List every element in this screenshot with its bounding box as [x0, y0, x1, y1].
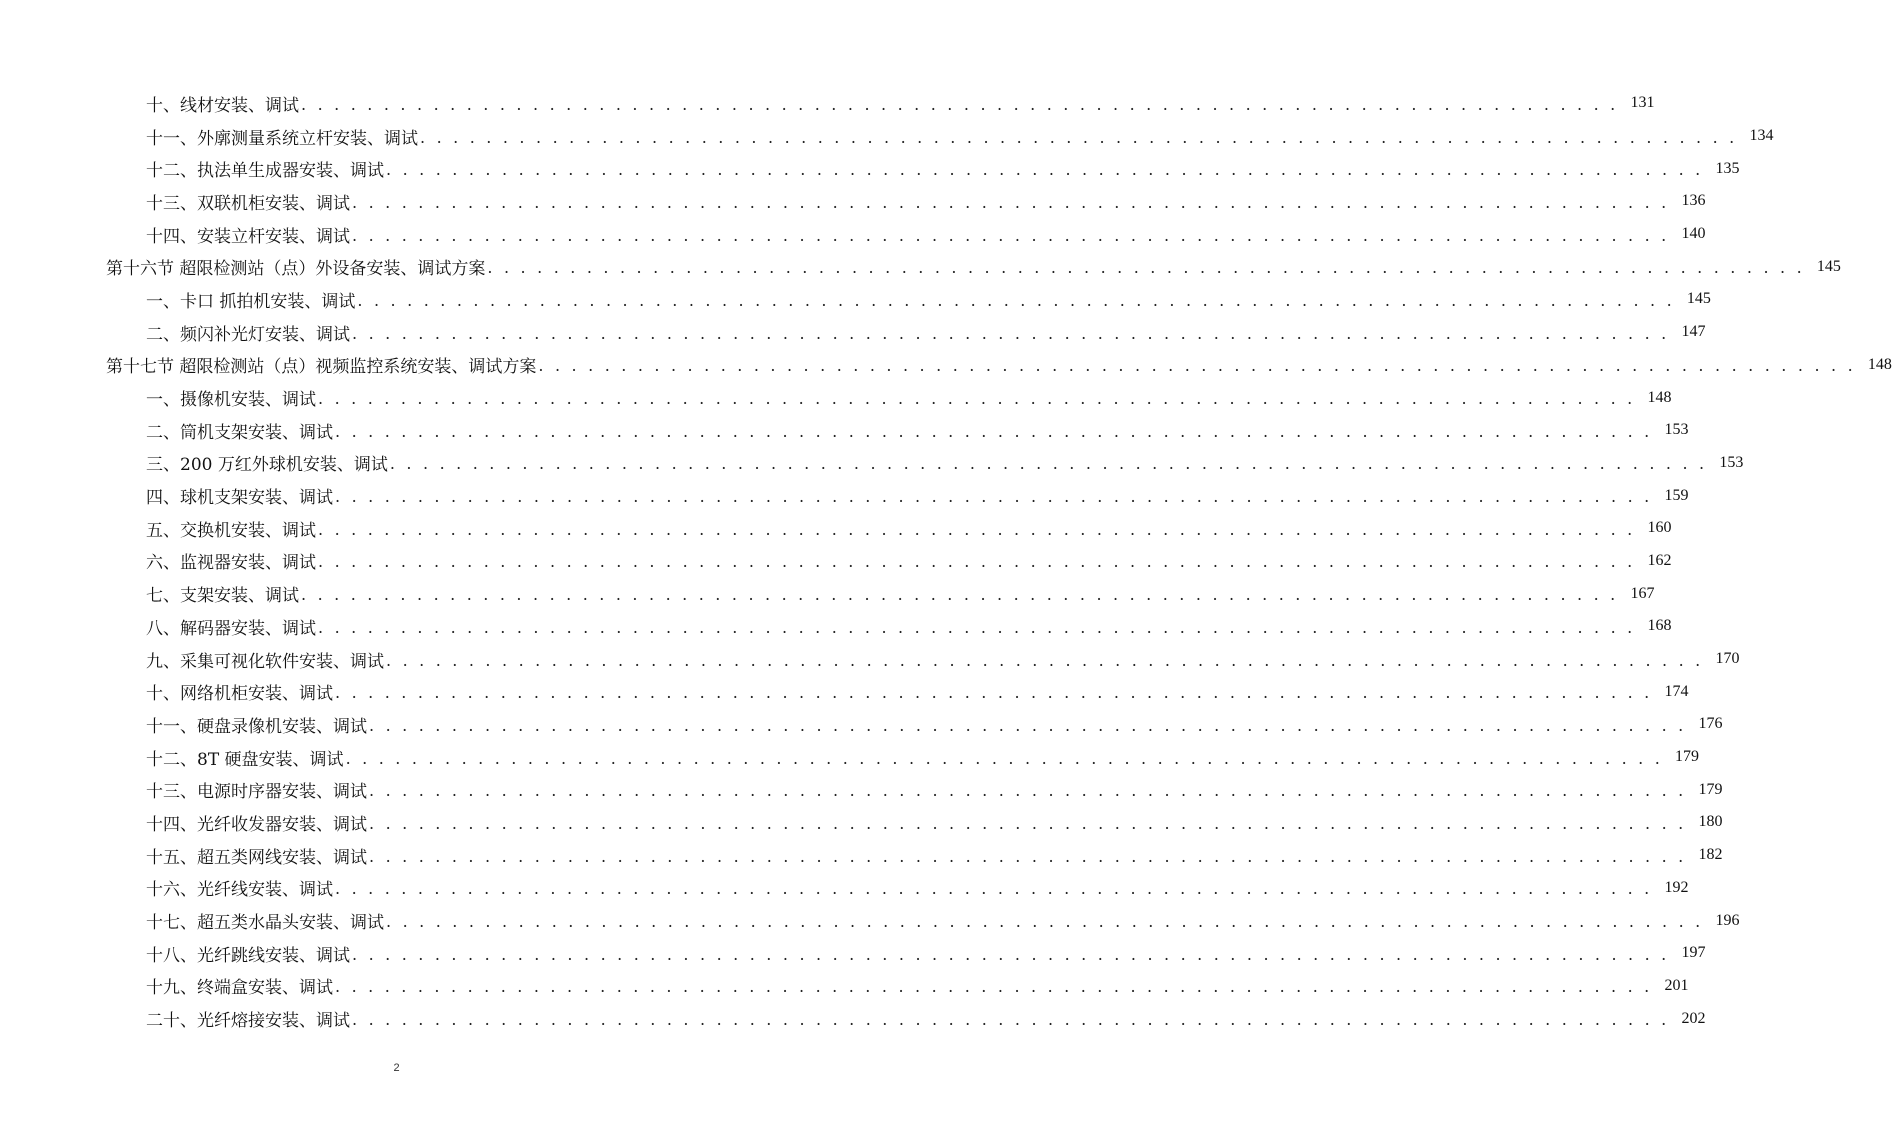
- toc-entry-title: 十、网络机柜安装、调试: [146, 684, 333, 705]
- toc-section-row[interactable]: [0, 349, 1892, 382]
- toc-item-row[interactable]: [0, 970, 1689, 1003]
- dot-leader: . . . . . . . . . . . . . . . . . . . . . . . . . . . . . . . . . . . . . . . . . . . . . . . . . . . . . . . . . . . . . . . . . . . . . . . . . . . . . . . .: [335, 421, 1653, 441]
- dot-leader: . . . . . . . . . . . . . . . . . . . . . . . . . . . . . . . . . . . . . . . . . . . . . . . . . . . . . . . . . . . . . . . . . . . . . . . . . . . . . . . .: [352, 1010, 1670, 1030]
- toc-entry-title: 九、采集可视化软件安装、调试: [146, 651, 384, 672]
- toc-item-row[interactable]: [0, 545, 1672, 578]
- toc-item-row[interactable]: [0, 806, 1723, 839]
- toc-entry-page-number: 197: [1681, 944, 1706, 962]
- toc-item-row[interactable]: [0, 937, 1706, 970]
- toc-entry-title: 十八、光纤跳线安装、调试: [146, 945, 350, 966]
- dot-leader: . . . . . . . . . . . . . . . . . . . . . . . . . . . . . . . . . . . . . . . . . . . . . . . . . . . . . . . . . . . . . . . . . . . . . . . . . . . . . . . .: [345, 748, 1664, 768]
- toc-entry-page-number: 135: [1715, 159, 1740, 177]
- dot-leader: . . . . . . . . . . . . . . . . . . . . . . . . . . . . . . . . . . . . . . . . . . . . . . . . . . . . . . . . . . . . . . . . . . . . . . . . . . . . . . . .: [386, 650, 1704, 670]
- dot-leader: . . . . . . . . . . . . . . . . . . . . . . . . . . . . . . . . . . . . . . . . . . . . . . . . . . . . . . . . . . . . . . . . . . . . . . . . . . . . . . . .: [369, 813, 1687, 833]
- toc-entry-page-number: 174: [1664, 682, 1689, 700]
- toc-entry-title: 二、频闪补光灯安装、调试: [146, 324, 350, 345]
- toc-entry-page-number: 180: [1698, 813, 1723, 831]
- toc-entry-title: 十一、硬盘录像机安装、调试: [146, 716, 367, 737]
- dot-leader: . . . . . . . . . . . . . . . . . . . . . . . . . . . . . . . . . . . . . . . . . . . . . . . . . . . . . . . . . . . . . . . . . . . . . . . . . . . . . . . .: [318, 617, 1636, 637]
- dot-leader: . . . . . . . . . . . . . . . . . . . . . . . . . . . . . . . . . . . . . . . . . . . . . . . . . . . . . . . . . . . . . . . . . . . . . . . . . . . . . . . .: [369, 846, 1687, 866]
- toc-item-row[interactable]: [0, 773, 1723, 806]
- toc-item-row[interactable]: [0, 152, 1740, 185]
- dot-leader: . . . . . . . . . . . . . . . . . . . . . . . . . . . . . . . . . . . . . . . . . . . . . . . . . . . . . . . . . . . . . . . . . . . . . . . . . . . . . . . .: [487, 258, 1805, 278]
- toc-entry-title: 十二、8T 硬盘安装、调试: [146, 749, 344, 770]
- toc-item-row[interactable]: [0, 447, 1744, 480]
- toc-entry-page-number: 153: [1664, 421, 1689, 439]
- toc-entry-page-number: 136: [1681, 192, 1706, 210]
- toc-item-row[interactable]: [0, 316, 1706, 349]
- toc-entry-page-number: 196: [1715, 911, 1740, 929]
- toc-item-row[interactable]: [0, 283, 1711, 316]
- toc-item-row[interactable]: [0, 479, 1689, 512]
- toc-entry-page-number: 201: [1664, 976, 1689, 994]
- toc-entry-title: 六、监视器安装、调试: [146, 553, 316, 574]
- toc-entry-title: 四、球机支架安装、调试: [146, 488, 333, 509]
- toc-item-row[interactable]: [0, 643, 1740, 676]
- toc-entry-page-number: 131: [1630, 94, 1655, 112]
- toc-entry-title: 十三、双联机柜安装、调试: [146, 193, 350, 214]
- toc-entry-page-number: 159: [1664, 486, 1689, 504]
- dot-leader: . . . . . . . . . . . . . . . . . . . . . . . . . . . . . . . . . . . . . . . . . . . . . . . . . . . . . . . . . . . . . . . . . . . . . . . . . . . . . . . .: [389, 454, 1708, 474]
- page-number: 2: [393, 1062, 400, 1074]
- toc-entry-title: 二、筒机支架安装、调试: [146, 422, 333, 443]
- dot-leader: . . . . . . . . . . . . . . . . . . . . . . . . . . . . . . . . . . . . . . . . . . . . . . . . . . . . . . . . . . . . . . . . . . . . . . . . . . . . . . . .: [335, 487, 1653, 507]
- toc-entry-title: 三、200 万红外球机安装、调试: [146, 455, 388, 476]
- toc-entry-page-number: 145: [1686, 290, 1711, 308]
- toc-entry-title: 五、交换机安装、调试: [146, 520, 316, 541]
- toc-item-row[interactable]: [0, 120, 1774, 153]
- toc-entry-page-number: 162: [1647, 551, 1672, 569]
- toc-item-row[interactable]: [0, 381, 1672, 414]
- dot-leader: . . . . . . . . . . . . . . . . . . . . . . . . . . . . . . . . . . . . . . . . . . . . . . . . . . . . . . . . . . . . . . . . . . . . . . . . . . . . . . . .: [318, 552, 1636, 572]
- toc-entry-title: 十九、终端盒安装、调试: [146, 978, 333, 999]
- toc-entry-page-number: 176: [1698, 715, 1723, 733]
- toc-entry-page-number: 145: [1816, 257, 1841, 275]
- toc-entry-title: 十二、执法单生成器安装、调试: [146, 161, 384, 182]
- dot-leader: . . . . . . . . . . . . . . . . . . . . . . . . . . . . . . . . . . . . . . . . . . . . . . . . . . . . . . . . . . . . . . . . . . . . . . . . . . . . . . . .: [538, 356, 1856, 376]
- dot-leader: . . . . . . . . . . . . . . . . . . . . . . . . . . . . . . . . . . . . . . . . . . . . . . . . . . . . . . . . . . . . . . . . . . . . . . . . . . . . . . . .: [335, 683, 1653, 703]
- toc-item-row[interactable]: [0, 1002, 1706, 1035]
- toc-item-row[interactable]: [0, 839, 1723, 872]
- toc-entry-page-number: 148: [1647, 388, 1672, 406]
- toc-entry-title: 二十、光纤熔接安装、调试: [146, 1011, 350, 1032]
- toc-item-row[interactable]: [0, 185, 1706, 218]
- toc-item-row[interactable]: [0, 87, 1655, 120]
- toc-entry-title: 第十七节 超限检测站（点）视频监控系统安装、调试方案: [106, 357, 537, 378]
- toc-entry-title: 十一、外廓测量系统立杆安装、调试: [146, 128, 418, 149]
- toc-item-row[interactable]: [0, 708, 1723, 741]
- dot-leader: . . . . . . . . . . . . . . . . . . . . . . . . . . . . . . . . . . . . . . . . . . . . . . . . . . . . . . . . . . . . . . . . . . . . . . . . . . . . . . . .: [335, 879, 1653, 899]
- toc-item-row[interactable]: [0, 610, 1672, 643]
- toc-item-row[interactable]: [0, 904, 1740, 937]
- toc-entry-page-number: 179: [1698, 780, 1723, 798]
- toc-entry-title: 一、摄像机安装、调试: [146, 390, 316, 411]
- dot-leader: . . . . . . . . . . . . . . . . . . . . . . . . . . . . . . . . . . . . . . . . . . . . . . . . . . . . . . . . . . . . . . . . . . . . . . . . . . . . . . . .: [352, 225, 1670, 245]
- toc-section-row[interactable]: [0, 250, 1841, 283]
- dot-leader: . . . . . . . . . . . . . . . . . . . . . . . . . . . . . . . . . . . . . . . . . . . . . . . . . . . . . . . . . . . . . . . . . . . . . . . . . . . . . . . .: [420, 127, 1738, 147]
- toc-item-row[interactable]: [0, 577, 1655, 610]
- dot-leader: . . . . . . . . . . . . . . . . . . . . . . . . . . . . . . . . . . . . . . . . . . . . . . . . . . . . . . . . . . . . . . . . . . . . . . . . . . . . . . . .: [352, 192, 1670, 212]
- toc-item-row[interactable]: [0, 872, 1689, 905]
- toc-entry-title: 八、解码器安装、调试: [146, 618, 316, 639]
- dot-leader: . . . . . . . . . . . . . . . . . . . . . . . . . . . . . . . . . . . . . . . . . . . . . . . . . . . . . . . . . . . . . . . . . . . . . . . . . . . . . . . .: [318, 519, 1636, 539]
- dot-leader: . . . . . . . . . . . . . . . . . . . . . . . . . . . . . . . . . . . . . . . . . . . . . . . . . . . . . . . . . . . . . . . . . . . . . . . . . . . . . . . .: [352, 323, 1670, 343]
- toc-entry-page-number: 134: [1749, 127, 1774, 145]
- toc-entry-title: 一、卡口 抓拍机安装、调试: [146, 291, 356, 312]
- dot-leader: . . . . . . . . . . . . . . . . . . . . . . . . . . . . . . . . . . . . . . . . . . . . . . . . . . . . . . . . . . . . . . . . . . . . . . . . . . . . . . . .: [386, 912, 1704, 932]
- table-of-contents: [0, 87, 1892, 1035]
- dot-leader: . . . . . . . . . . . . . . . . . . . . . . . . . . . . . . . . . . . . . . . . . . . . . . . . . . . . . . . . . . . . . . . . . . . . . . . . . . . . . . . .: [369, 715, 1687, 735]
- toc-item-row[interactable]: [0, 741, 1700, 774]
- toc-entry-page-number: 179: [1675, 748, 1700, 766]
- toc-entry-page-number: 148: [1867, 355, 1892, 373]
- toc-entry-page-number: 182: [1698, 846, 1723, 864]
- toc-entry-title: 十五、超五类网线安装、调试: [146, 847, 367, 868]
- toc-entry-page-number: 147: [1681, 323, 1706, 341]
- dot-leader: . . . . . . . . . . . . . . . . . . . . . . . . . . . . . . . . . . . . . . . . . . . . . . . . . . . . . . . . . . . . . . . . . . . . . . . . . . . . . . . .: [301, 94, 1619, 114]
- toc-item-row[interactable]: [0, 414, 1689, 447]
- dot-leader: . . . . . . . . . . . . . . . . . . . . . . . . . . . . . . . . . . . . . . . . . . . . . . . . . . . . . . . . . . . . . . . . . . . . . . . . . . . . . . . .: [369, 781, 1687, 801]
- toc-entry-title: 十三、电源时序器安装、调试: [146, 782, 367, 803]
- dot-leader: . . . . . . . . . . . . . . . . . . . . . . . . . . . . . . . . . . . . . . . . . . . . . . . . . . . . . . . . . . . . . . . . . . . . . . . . . . . . . . . .: [301, 585, 1619, 605]
- toc-item-row[interactable]: [0, 218, 1706, 251]
- toc-entry-title: 十七、超五类水晶头安装、调试: [146, 913, 384, 934]
- toc-entry-page-number: 160: [1647, 519, 1672, 537]
- toc-entry-page-number: 202: [1681, 1009, 1706, 1027]
- dot-leader: . . . . . . . . . . . . . . . . . . . . . . . . . . . . . . . . . . . . . . . . . . . . . . . . . . . . . . . . . . . . . . . . . . . . . . . . . . . . . . . .: [335, 977, 1653, 997]
- toc-entry-title: 十六、光纤线安装、调试: [146, 880, 333, 901]
- toc-item-row[interactable]: [0, 675, 1689, 708]
- dot-leader: . . . . . . . . . . . . . . . . . . . . . . . . . . . . . . . . . . . . . . . . . . . . . . . . . . . . . . . . . . . . . . . . . . . . . . . . . . . . . . . .: [357, 290, 1675, 310]
- toc-entry-title: 十四、光纤收发器安装、调试: [146, 814, 367, 835]
- toc-entry-page-number: 153: [1719, 453, 1744, 471]
- toc-entry-title: 十、线材安装、调试: [146, 95, 299, 116]
- toc-item-row[interactable]: [0, 512, 1672, 545]
- toc-entry-page-number: 140: [1681, 225, 1706, 243]
- toc-entry-title: 第十六节 超限检测站（点）外设备安装、调试方案: [106, 259, 486, 280]
- dot-leader: . . . . . . . . . . . . . . . . . . . . . . . . . . . . . . . . . . . . . . . . . . . . . . . . . . . . . . . . . . . . . . . . . . . . . . . . . . . . . . . .: [352, 944, 1670, 964]
- toc-entry-page-number: 170: [1715, 650, 1740, 668]
- toc-entry-title: 十四、安装立杆安装、调试: [146, 226, 350, 247]
- toc-entry-page-number: 168: [1647, 617, 1672, 635]
- dot-leader: . . . . . . . . . . . . . . . . . . . . . . . . . . . . . . . . . . . . . . . . . . . . . . . . . . . . . . . . . . . . . . . . . . . . . . . . . . . . . . . .: [386, 160, 1704, 180]
- toc-entry-title: 七、支架安装、调试: [146, 586, 299, 607]
- toc-entry-page-number: 167: [1630, 584, 1655, 602]
- dot-leader: . . . . . . . . . . . . . . . . . . . . . . . . . . . . . . . . . . . . . . . . . . . . . . . . . . . . . . . . . . . . . . . . . . . . . . . . . . . . . . . .: [318, 389, 1636, 409]
- toc-entry-page-number: 192: [1664, 878, 1689, 896]
